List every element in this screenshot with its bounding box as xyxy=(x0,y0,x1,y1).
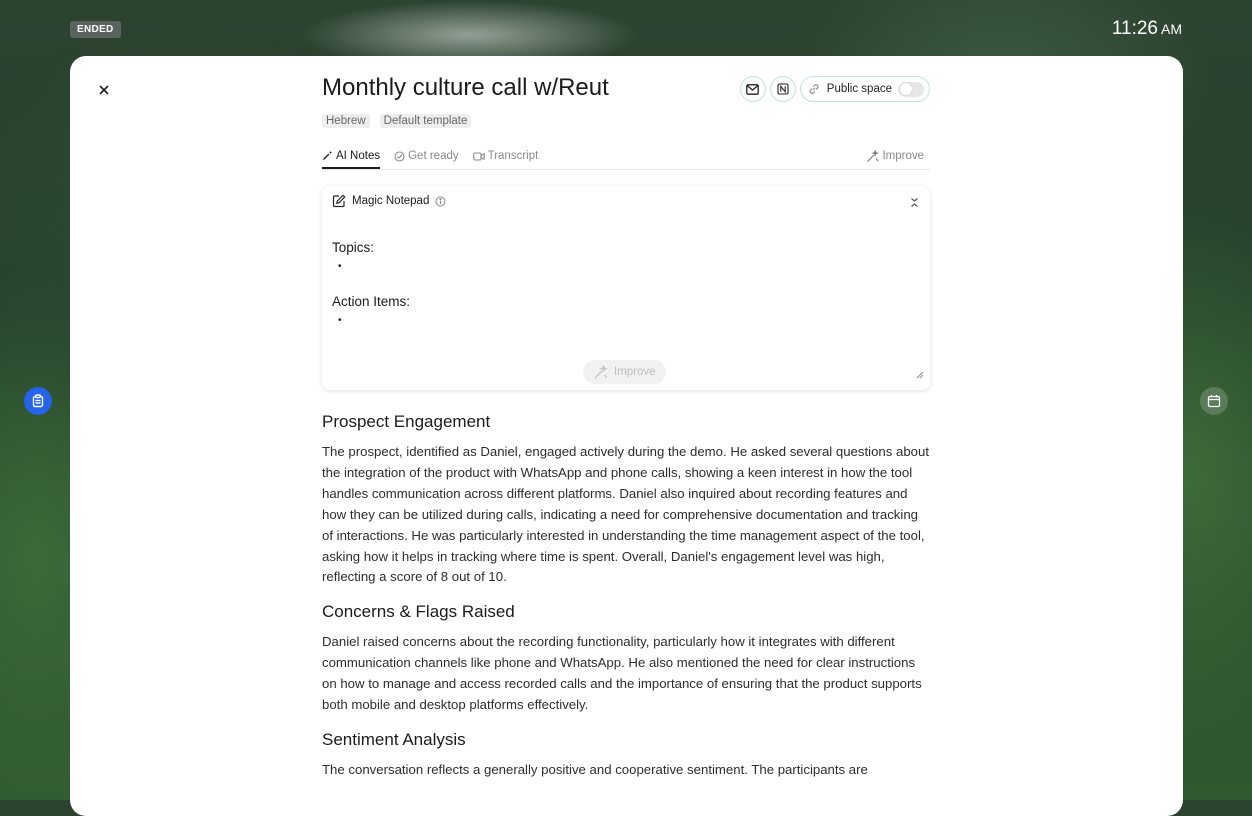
video-icon xyxy=(473,152,485,161)
action-items-label: Action Items: xyxy=(332,294,411,309)
meeting-title[interactable]: Monthly culture call w/Reut xyxy=(322,74,609,101)
section-heading: Sentiment Analysis xyxy=(322,729,466,749)
section-heading: Prospect Engagement xyxy=(322,412,491,431)
action-items-section xyxy=(332,294,410,326)
section-heading: Concerns & Flags Raised xyxy=(322,602,515,622)
check-circle-icon xyxy=(394,151,405,162)
public-space-switch[interactable] xyxy=(898,82,924,97)
tab-transcript-label: Transcript xyxy=(487,150,539,162)
clipboard-icon xyxy=(31,394,45,408)
improve-notes-button[interactable] xyxy=(866,144,924,168)
edit-icon xyxy=(332,194,346,208)
ai-notes xyxy=(322,412,930,795)
public-space-toggle[interactable] xyxy=(800,76,930,102)
header-actions xyxy=(740,76,930,102)
action-items-bullet: • xyxy=(338,315,342,326)
topics-section xyxy=(332,240,410,272)
topics-label: Topics: xyxy=(332,240,375,255)
info-icon[interactable] xyxy=(435,196,446,207)
section-body: The prospect, identified as Daniel, engaged actively during the demo. He asked several questions about the integration of the product with WhatsApp and phone calls, showing a keen interest in how the tool handles communication across different platforms. Daniel also inquired about recording features and how they can be utilized during calls, indicating a need for comprehensive documentation and tracking of interactions. He was particularly interested in understanding the time management aspect of the tool, asking how it helps in tracking where time is spent. Overall, Daniel's engagement level was high, reflecting a score of 8 out of 10. xyxy=(322,444,929,585)
improve-wand-icon xyxy=(593,365,608,380)
link-icon xyxy=(807,82,821,96)
tab-ai-notes[interactable] xyxy=(322,144,380,169)
improve-wand-icon xyxy=(866,150,879,163)
notepad-improve-label: Improve xyxy=(614,366,656,378)
tab-ai-notes-label: AI Notes xyxy=(336,149,381,162)
clock-ampm: AM xyxy=(1161,21,1182,37)
notepad-header xyxy=(332,194,446,208)
close-icon xyxy=(99,85,109,95)
template-tag[interactable]: Default template xyxy=(380,114,472,128)
topics-bullet: • xyxy=(338,261,342,272)
magic-notepad xyxy=(322,186,930,390)
section-body: Daniel raised concerns about the recording functionality, particularly how it integrates with different communication channels like phone and WhatsApp. He also mentioned the need for clear instructions on how to manage and access recorded calls and the importance of ensuring that the product supports both mobile and desktop platforms effectively. xyxy=(322,634,922,713)
magic-wand-icon xyxy=(322,150,333,161)
meeting-tags xyxy=(322,114,471,128)
notes-sidebar-button[interactable] xyxy=(24,387,52,415)
calendar-sidebar-button[interactable] xyxy=(1200,387,1228,415)
tab-bar xyxy=(322,144,930,170)
tab-get-ready[interactable] xyxy=(394,144,459,168)
clock-time: 11:26 xyxy=(1111,18,1158,39)
notepad-editor[interactable] xyxy=(332,240,410,348)
notion-icon xyxy=(777,83,789,95)
status-badge: ENDED xyxy=(70,21,121,38)
collapse-icon xyxy=(909,197,920,208)
resize-icon xyxy=(916,371,924,379)
resize-handle[interactable] xyxy=(916,366,924,384)
improve-notes-label: Improve xyxy=(882,150,924,162)
section-body: The conversation reflects a generally positive and cooperative sentiment. The participants are xyxy=(322,761,868,777)
notepad-improve-button[interactable] xyxy=(583,360,666,384)
notepad-title: Magic Notepad xyxy=(352,195,430,207)
meeting-panel xyxy=(70,56,1183,816)
clock xyxy=(1112,18,1182,40)
tab-get-ready-label: Get ready xyxy=(408,150,459,162)
notepad-collapse-button[interactable] xyxy=(909,195,920,213)
public-space-label: Public space xyxy=(826,83,892,95)
language-tag[interactable]: Hebrew xyxy=(322,114,370,128)
tab-transcript[interactable] xyxy=(473,144,539,168)
close-button[interactable] xyxy=(94,78,114,102)
notion-button[interactable] xyxy=(770,76,796,102)
switch-knob xyxy=(900,83,912,95)
mail-icon xyxy=(746,84,759,95)
calendar-icon xyxy=(1207,394,1221,408)
email-button[interactable] xyxy=(740,76,766,102)
